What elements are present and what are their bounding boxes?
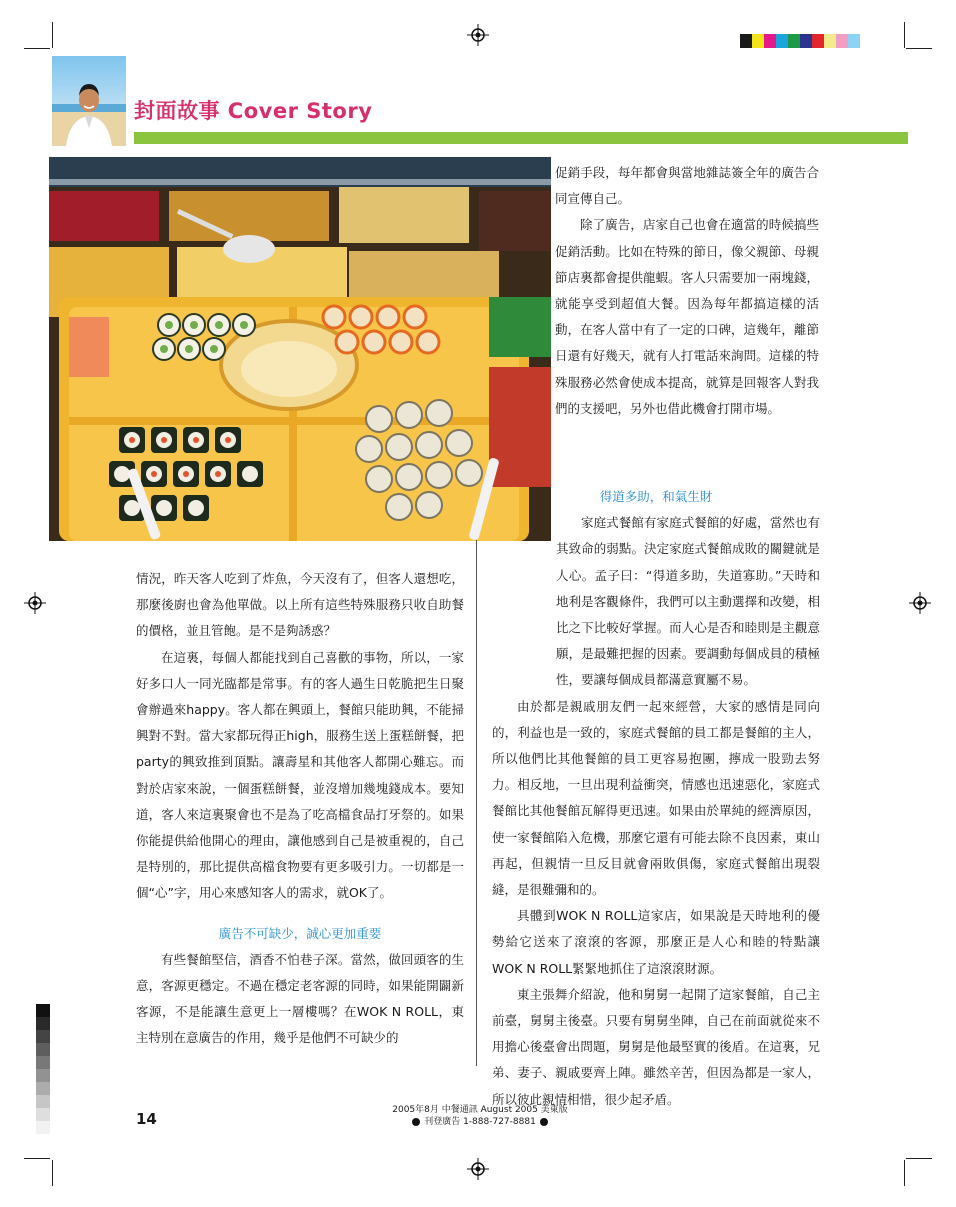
- chef-portrait: [52, 56, 126, 146]
- paragraph: 促銷手段，每年都會與當地雜誌簽全年的廣告合同宣傳自己。: [555, 165, 819, 207]
- color-calibration-bar: [740, 34, 860, 48]
- registration-mark-icon: [24, 592, 46, 614]
- crop-mark: [24, 48, 50, 49]
- paragraph: 具體到WOK N ROLL這家店，如果說是天時地利的優勢給它送來了滾滾的客源，那麼正是人心和睦的特點讓WOK N ROLL緊緊地抓住了這滾滾財源。: [492, 908, 820, 976]
- grayscale-calibration-bar: [36, 1004, 50, 1134]
- article-column-left: [136, 566, 464, 1052]
- bullet-icon: [412, 1118, 420, 1126]
- article-column-right: [492, 484, 820, 1113]
- crop-mark: [52, 22, 53, 48]
- paragraph: 除了廣告，店家自己也會在適當的時候搞些促銷活動。比如在特殊的節日，像父親節、母親節店裏都會提供龍蝦。客人只需要加一兩塊錢，就能享受到超值大餐。因為每年都搞這樣的活動，在客人當中有了一定的口碑，這幾年，離節日還有好幾天，就有人打電話來詢問。這樣的特殊服務必然會使成本提高，就算是回報客人對我們的支援吧，另外也借此機會打開市場。: [555, 217, 819, 416]
- subheading: 得道多助，和氣生財: [599, 489, 713, 504]
- footer-contact: [380, 1116, 580, 1128]
- crop-mark: [52, 1160, 53, 1186]
- footer: [380, 1104, 580, 1128]
- paragraph: 家庭式餐館有家庭式餐館的好處，當然也有其致命的弱點。決定家庭式餐館成敗的關鍵就是人心。孟子曰：“得道多助，失道寡助。”天時和地利是客觀條件，我們可以主動選擇和改變，相比之下比較好掌握。而人心是否和睦則是主觀意願，是最難把握的因素。要調動每個成員的積極性，要讓每個成員都滿意實屬不易。: [556, 515, 820, 688]
- paragraph: 在這裏，每個人都能找到自己喜歡的事物，所以，一家好多口人一同光臨都是常事。有的客人過生日乾脆把生日聚會辦過來happy。客人都在興頭上，餐館只能助興，不能掃興對不對。當大家都玩得正high，服務生送上蛋糕餅餐，把party的興致推到頂點。讓壽星和其他客人都開心難忘。而對於店家來說，一個蛋糕餅餐，並沒增加幾塊錢成本。要知道，客人來這裏聚會也不是為了吃高檔食品打牙祭的。如果你能提供給他開心的理由，讓他感到自己是被重視的，自己是特別的，那比提供高檔食物要有更多吸引力。一切都是一個“心”字，用心來感知客人的需求，就OK了。: [136, 649, 464, 901]
- bullet-icon: [540, 1118, 548, 1126]
- crop-mark: [906, 1158, 932, 1159]
- sushi-buffet-photo: [49, 157, 551, 541]
- paragraph: 東主張舞介紹說，他和舅舅一起開了這家餐館，自己主前臺，舅舅主後臺。只要有舅舅坐陣，自己在前面就從來不用擔心後臺會出問題，舅舅是他最堅實的後盾。在這裏，兄弟、妻子、親戚要齊上陣。雖然辛苦，但因為都是一家人，所以彼此親情相惜，很少起矛盾。: [492, 986, 820, 1107]
- paragraph: 情況，昨天客人吃到了炸魚，今天沒有了，但客人還想吃，那麼後廚也會為他單做。以上所有這些特殊服務只收自助餐的價格，並且管飽。是不是夠誘惑？: [136, 571, 464, 639]
- footer-ad-line: 刊登廣告 1-888-727-8881: [424, 1117, 536, 1127]
- page-number: 14: [136, 1110, 157, 1128]
- article-column-top-right: [555, 160, 819, 422]
- crop-mark: [24, 1158, 50, 1159]
- crop-mark: [904, 1160, 905, 1186]
- registration-mark-icon: [467, 1158, 489, 1180]
- subheading: 廣告不可缺少，誠心更加重要: [218, 925, 382, 941]
- registration-mark-icon: [467, 24, 489, 46]
- paragraph: 由於都是親戚朋友們一起來經營，大家的感情是同向的，利益也是一致的，家庭式餐館的員工都是餐館的主人，所以他們比其他餐館的員工更容易抱團，擰成一股勁去努力。相反地，一旦出現利益衝突，情感也迅速惡化，家庭式餐館比其他餐館瓦解得更迅速。如果由於單純的經濟原因，使一家餐館陷入危機，那麼它還有可能去除不良因素，東山再起，但親情一旦反目就會兩敗俱傷，家庭式餐館出現裂縫，是很難彌和的。: [492, 698, 820, 898]
- footer-issue: 2005年8月 中餐通訊 August 2005 美東版: [392, 1105, 568, 1115]
- crop-mark: [904, 22, 905, 48]
- registration-mark-icon: [909, 592, 931, 614]
- column-divider: [476, 540, 477, 1066]
- paragraph: 有些餐館堅信，酒香不怕巷子深。當然，做回頭客的生意，客源更穩定。不過在穩定老客源的同時，如果能開闢新客源，不是能讓生意更上一層樓嗎？在WOK N ROLL，東主特別在意廣告的作用，幾乎是他們不可缺少的: [136, 951, 464, 1046]
- header-rule: [134, 132, 908, 144]
- section-title: 封面故事 Cover Story: [134, 99, 373, 123]
- crop-mark: [906, 48, 932, 49]
